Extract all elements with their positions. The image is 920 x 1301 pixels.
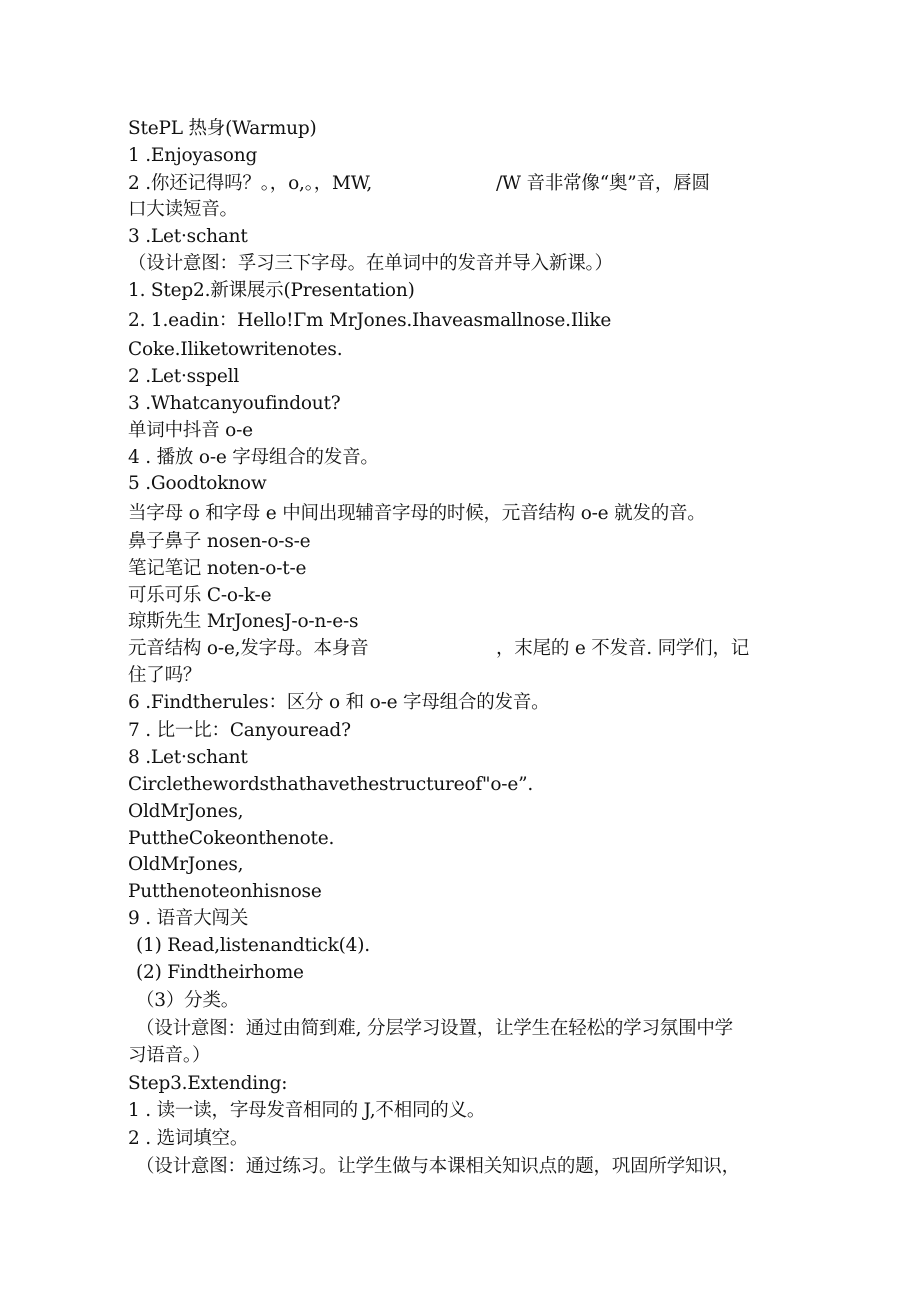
example-note: 笔记笔记 noten-o-t-e (128, 558, 307, 579)
example-nose: 鼻子鼻子 nosen-o-s-e (128, 531, 311, 552)
design-intent-2-wrap: 习语音。） (128, 1045, 211, 1066)
summary-text-wrap: 住了吗？ (128, 665, 202, 686)
summary-text: 元音结构 o-e,发字母。本身音 (128, 638, 369, 659)
step1-item-2: 2 .你还记得吗？。，o,。，MW, (128, 173, 373, 194)
summary-text-continued: ，末尾的 e 不发音. 同学们，记 (496, 638, 750, 659)
step2-note: 单词中抖音 o-e (128, 420, 253, 441)
design-intent-2: （设计意图：通过由简到难, 分层学习设置，让学生在轻松的学习氛围中学 (136, 1018, 733, 1039)
step2-item-3: 3 .Whatcanyoufindout? (128, 393, 341, 414)
step1-item-2-wrap: 口大读短音。 (128, 199, 238, 220)
step2-item-2: 2 .Let·sspell (128, 366, 240, 387)
example-coke: 可乐可乐 C-o-k-e (128, 585, 272, 606)
step2-item-4: 4 . 播放 o-e 字母组合的发音。 (128, 447, 379, 468)
step1-item-1: 1 .Enjoyasong (128, 145, 258, 166)
step1-item-3: 3 .Let·schant (128, 226, 248, 247)
example-jones: 琼斯先生 MrJonesJ-o-n-e-s (128, 611, 359, 632)
step2-item-9: 9 . 语音大闯关 (128, 908, 249, 929)
sub-item-2: (2) Findtheirhome (136, 962, 304, 983)
step2-item-7: 7 . 比一比：Canyouread? (128, 720, 351, 741)
design-intent-1: （设计意图：孚习三下字母。在单词中的发音并导入新课。） (128, 253, 613, 274)
chant-line-4: Putthenoteonhisnose (128, 881, 322, 902)
step2-item-lead-in-wrap: Coke.Iliketowritenotes. (128, 339, 343, 360)
sub-item-1: (1) Read,listenandtick(4). (136, 935, 370, 956)
chant-line-1: OldMrJones, (128, 801, 244, 822)
chant-instruction: Circlethewordsthathavethestructureof"o-e”. (128, 774, 534, 795)
sub-item-3: （3）分类。 (136, 990, 240, 1011)
step2-item-lead-in: 2. 1.eadin：Hello!Γm MrJones.Ihaveasmallnose.Ilike (128, 310, 612, 331)
chant-line-2: PuttheCokeonthenote. (128, 828, 335, 849)
step3-item-1: 1 . 读一读，字母发音相同的 J,不相同的义。 (128, 1100, 486, 1121)
step1-heading: StePL 热身(Warmup) (128, 118, 317, 139)
rule-text: 当字母 o 和字母 e 中间出现辅音字母的时候，元音结构 o-e 就发的音。 (128, 503, 706, 524)
step2-item-6: 6 .Findtherules：区分 o 和 o-e 字母组合的发音。 (128, 692, 550, 713)
chant-line-3: OldMrJones, (128, 854, 244, 875)
step2-heading: 1. Step2.新课展示(Presentation) (128, 280, 415, 301)
step3-item-2: 2 . 选词填空。 (128, 1128, 249, 1149)
step2-item-8: 8 .Let·schant (128, 747, 248, 768)
design-intent-3: （设计意图：通过练习。让学生做与本课相关知识点的题，巩固所学知识， (136, 1156, 740, 1177)
step2-item-5: 5 .Goodtoknow (128, 473, 267, 494)
step1-item-2-continued: /W 音非常像“奥”音，唇圆 (496, 173, 710, 194)
step3-heading: Step3.Extending: (128, 1073, 288, 1094)
